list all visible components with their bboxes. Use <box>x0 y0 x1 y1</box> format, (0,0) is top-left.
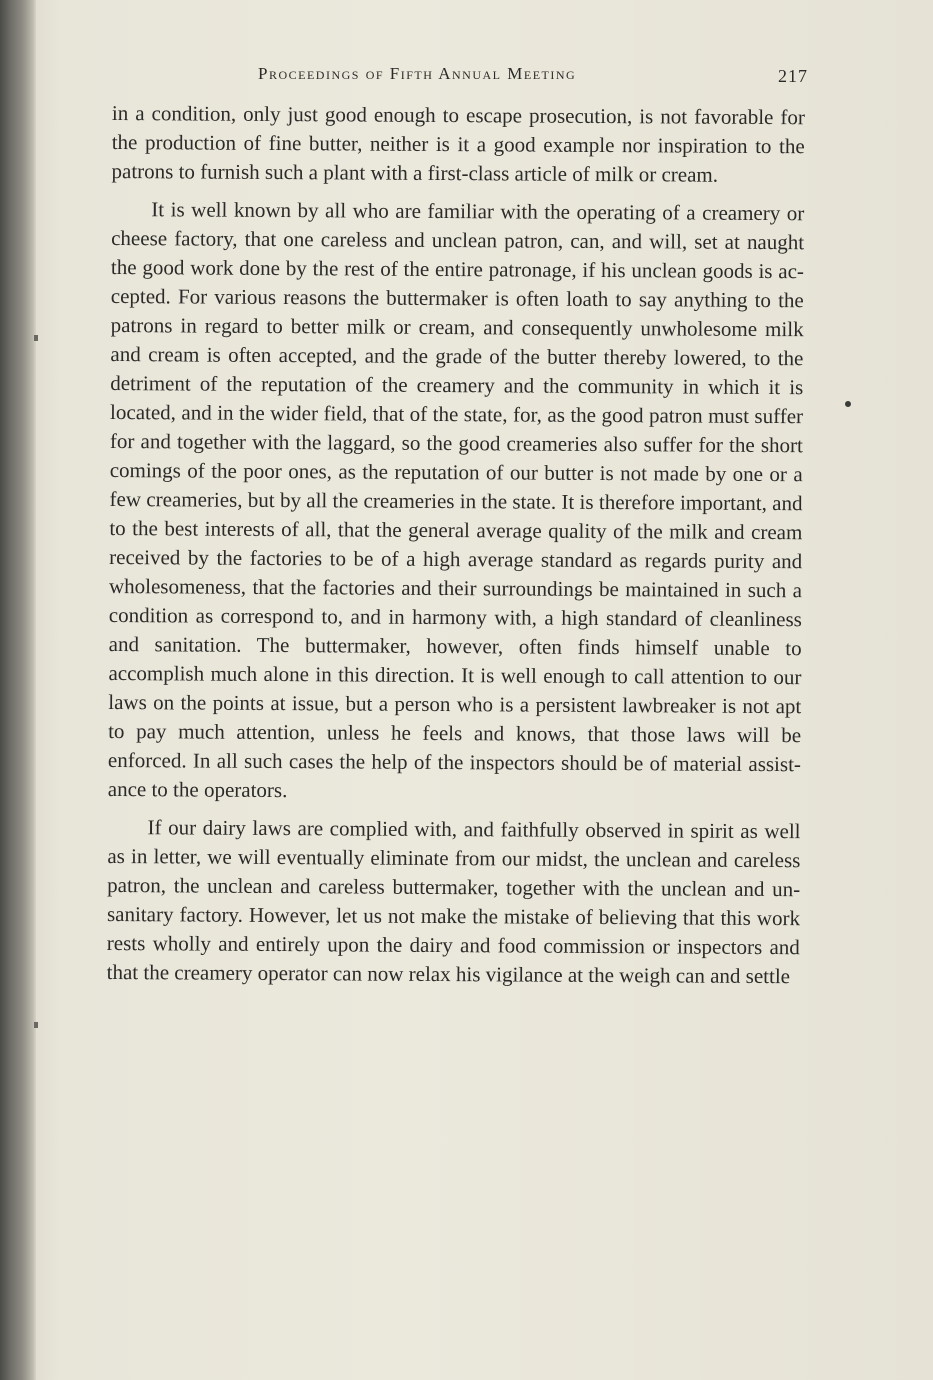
book-spine-gutter <box>0 0 36 1380</box>
paragraph-continuation: in a condition, only just good enough to escape prosecution, is not favorable for the production of fine butter, neither is it a good example nor inspiration to the patrons to furnish such a plant with a first-class article of milk or cream. <box>111 100 805 187</box>
body-text <box>107 99 805 991</box>
paragraph: If our dairy laws are complied with, and faithfully observed in spirit as well as in letter, we will eventually eliminate from our midst, the unclean and careless patron, the unclean and careless buttermaker, together with the unclean and unsanitary factory. However, let us not make the mistake of believing that this work rests wholly and entirely upon the dairy and food commission or inspectors and that the creamery operator can now relax his vigilance at the weigh can and settle <box>106 815 801 989</box>
running-title: Proceedings of Fifth Annual Meeting <box>258 64 577 83</box>
page-number: 217 <box>778 66 808 86</box>
running-head <box>258 64 808 94</box>
paragraph: It is well known by all who are familiar with the operating of a creamery or cheese factory, that one careless and unclean patron, can, and will, set at naught the good work done by the rest of the entire patronage, if his unclean goods is accepted. For various reasons the buttermaker is often loath to say anything to the patrons in regard to better milk or cream, and consequently unwholesome milk and cream is often accepted, and the grade of the butter thereby lowered, to the detriment of the reputation of the creamery and the community in which it is located, and in the wider field, that of the state, for, as the good patron must suffer for and together with the laggard, so the good creameries also suffer for the short comings of the poor ones, as the reputation of our butter is not made by one or a few creameries, but by all the creameries in the state. It is therefore important, and to the best interests of all, that the general average quality of the milk and cream received by the factories to be of a high average standard as regards purity and wholesomeness, that the factories and their surroundings be maintained in such a condition as correspond to, and in harmony with, a high standard of cleanliness and sanitation. The buttermaker, however, often finds himself unable to accomplish much alone in this direction. It is well enough to call attention to our laws on the points at issue, but a person who is a persistent lawbreaker is not apt to pay much attention, unless he feels and knows, that those laws will be enforced. In all such cases the help of the inspectors should be of material assistance to the operators. <box>107 197 805 803</box>
gutter-mark <box>34 1022 38 1028</box>
ink-speck <box>845 401 851 407</box>
gutter-mark <box>34 335 38 341</box>
